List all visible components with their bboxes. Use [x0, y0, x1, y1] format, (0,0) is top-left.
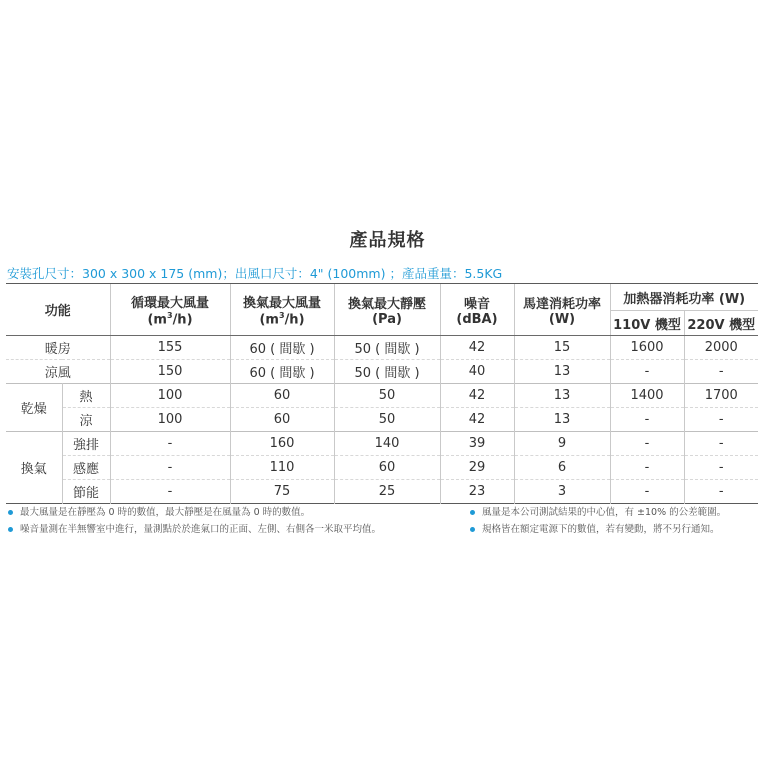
- table-cell: 42: [440, 336, 514, 360]
- table-cell: 2000: [684, 336, 758, 360]
- note-item: 最大風量是在靜壓為 0 時的數值，最大靜壓是在風量為 0 時的數值。: [8, 504, 381, 521]
- table-cell: -: [684, 432, 758, 456]
- table-cell: -: [610, 480, 684, 504]
- table-cell: 1700: [684, 384, 758, 408]
- table-cell: 13: [514, 408, 610, 432]
- note-item: 規格皆在額定電源下的數值，若有變動，將不另行通知。: [470, 521, 726, 538]
- table-cell: 1600: [610, 336, 684, 360]
- table-cell: 150: [110, 360, 230, 384]
- spec-table: [6, 283, 758, 504]
- table-row: [6, 384, 758, 408]
- bullet-icon: [470, 510, 475, 515]
- row-label: 熱: [62, 384, 110, 408]
- table-cell: 60: [230, 384, 334, 408]
- table-cell: -: [610, 432, 684, 456]
- header-function: 功能: [6, 284, 110, 336]
- header-noise: 噪音 (dBA): [440, 284, 514, 336]
- table-cell: 3: [514, 480, 610, 504]
- table-cell: 60: [230, 408, 334, 432]
- table-cell: -: [110, 480, 230, 504]
- table-cell: 42: [440, 408, 514, 432]
- table-cell: 50: [334, 384, 440, 408]
- table-cell: 15: [514, 336, 610, 360]
- table-cell: -: [684, 480, 758, 504]
- row-label: 涼風: [44, 366, 71, 381]
- row-label: 節能: [72, 486, 99, 501]
- table-cell: 50 ( 間歇 ): [334, 360, 440, 384]
- header-model-110v: 110V 機型: [610, 311, 684, 336]
- group-label-ventilation: 換氣: [6, 432, 62, 504]
- table-cell: 39: [440, 432, 514, 456]
- table-cell: 1400: [610, 384, 684, 408]
- bullet-icon: [8, 510, 13, 515]
- row-label: 暖房: [44, 342, 71, 357]
- row-label: 強排: [62, 432, 110, 456]
- table-row: [6, 336, 758, 360]
- group-label-dry: 乾燥: [6, 384, 62, 432]
- table-cell: 13: [514, 384, 610, 408]
- table-cell: 9: [514, 432, 610, 456]
- table-cell: 110: [230, 456, 334, 480]
- table-cell: 42: [440, 384, 514, 408]
- table-cell: -: [684, 408, 758, 432]
- notes-left: [8, 504, 381, 538]
- table-cell: 40: [440, 360, 514, 384]
- table-cell: 23: [440, 480, 514, 504]
- table-cell: 75: [230, 480, 334, 504]
- table-cell: 155: [110, 336, 230, 360]
- table-cell: -: [684, 456, 758, 480]
- bullet-icon: [8, 527, 13, 532]
- row-label: 感應: [72, 462, 99, 477]
- table-cell: 160: [230, 432, 334, 456]
- table-cell: 50: [334, 408, 440, 432]
- table-cell: 100: [110, 384, 230, 408]
- note-item: 風量是本公司測試結果的中心值，有 ±10% 的公差範圍。: [470, 504, 726, 521]
- table-cell: -: [610, 456, 684, 480]
- table-row: [6, 432, 758, 456]
- note-item: 噪音量測在半無響室中進行，量測點於於進氣口的正面、左側、右側各一米取平均值。: [8, 521, 381, 538]
- table-cell: 60: [334, 456, 440, 480]
- table-cell: -: [610, 360, 684, 384]
- table-cell: 29: [440, 456, 514, 480]
- table-cell: 13: [514, 360, 610, 384]
- table-cell: 100: [110, 408, 230, 432]
- table-cell: 25: [334, 480, 440, 504]
- bullet-icon: [470, 527, 475, 532]
- install-specs-line: 安裝孔尺寸：300 x 300 x 175 (mm)；出風口尺寸：4" (100mm) ；產品重量：5.5KG: [7, 266, 503, 281]
- page-title: 產品規格: [349, 230, 426, 251]
- table-cell: 60 ( 間歇 ): [230, 360, 334, 384]
- row-label: 涼: [79, 414, 93, 429]
- header-circulation-airflow: 循環最大風量 $(m^3/h)$: [110, 284, 230, 336]
- table-cell: 60 ( 間歇 ): [230, 336, 334, 360]
- notes-right: [470, 504, 726, 538]
- header-ventilation-airflow: 換氣最大風量 $(m^3/h)$: [230, 284, 334, 336]
- header-motor-power: 馬達消耗功率 (W): [514, 284, 610, 336]
- table-cell: -: [684, 360, 758, 384]
- table-cell: -: [110, 432, 230, 456]
- table-row: [6, 360, 758, 384]
- table-row: [6, 456, 758, 480]
- header-static-pressure: 換氣最大靜壓 (Pa): [334, 284, 440, 336]
- table-cell: -: [110, 456, 230, 480]
- header-heater-power: 加熱器消耗功率 (W): [610, 284, 758, 311]
- table-cell: 50 ( 間歇 ): [334, 336, 440, 360]
- header-model-220v: 220V 機型: [684, 311, 758, 336]
- table-cell: -: [610, 408, 684, 432]
- table-row: [6, 480, 758, 504]
- table-row: [6, 408, 758, 432]
- table-cell: 140: [334, 432, 440, 456]
- table-cell: 6: [514, 456, 610, 480]
